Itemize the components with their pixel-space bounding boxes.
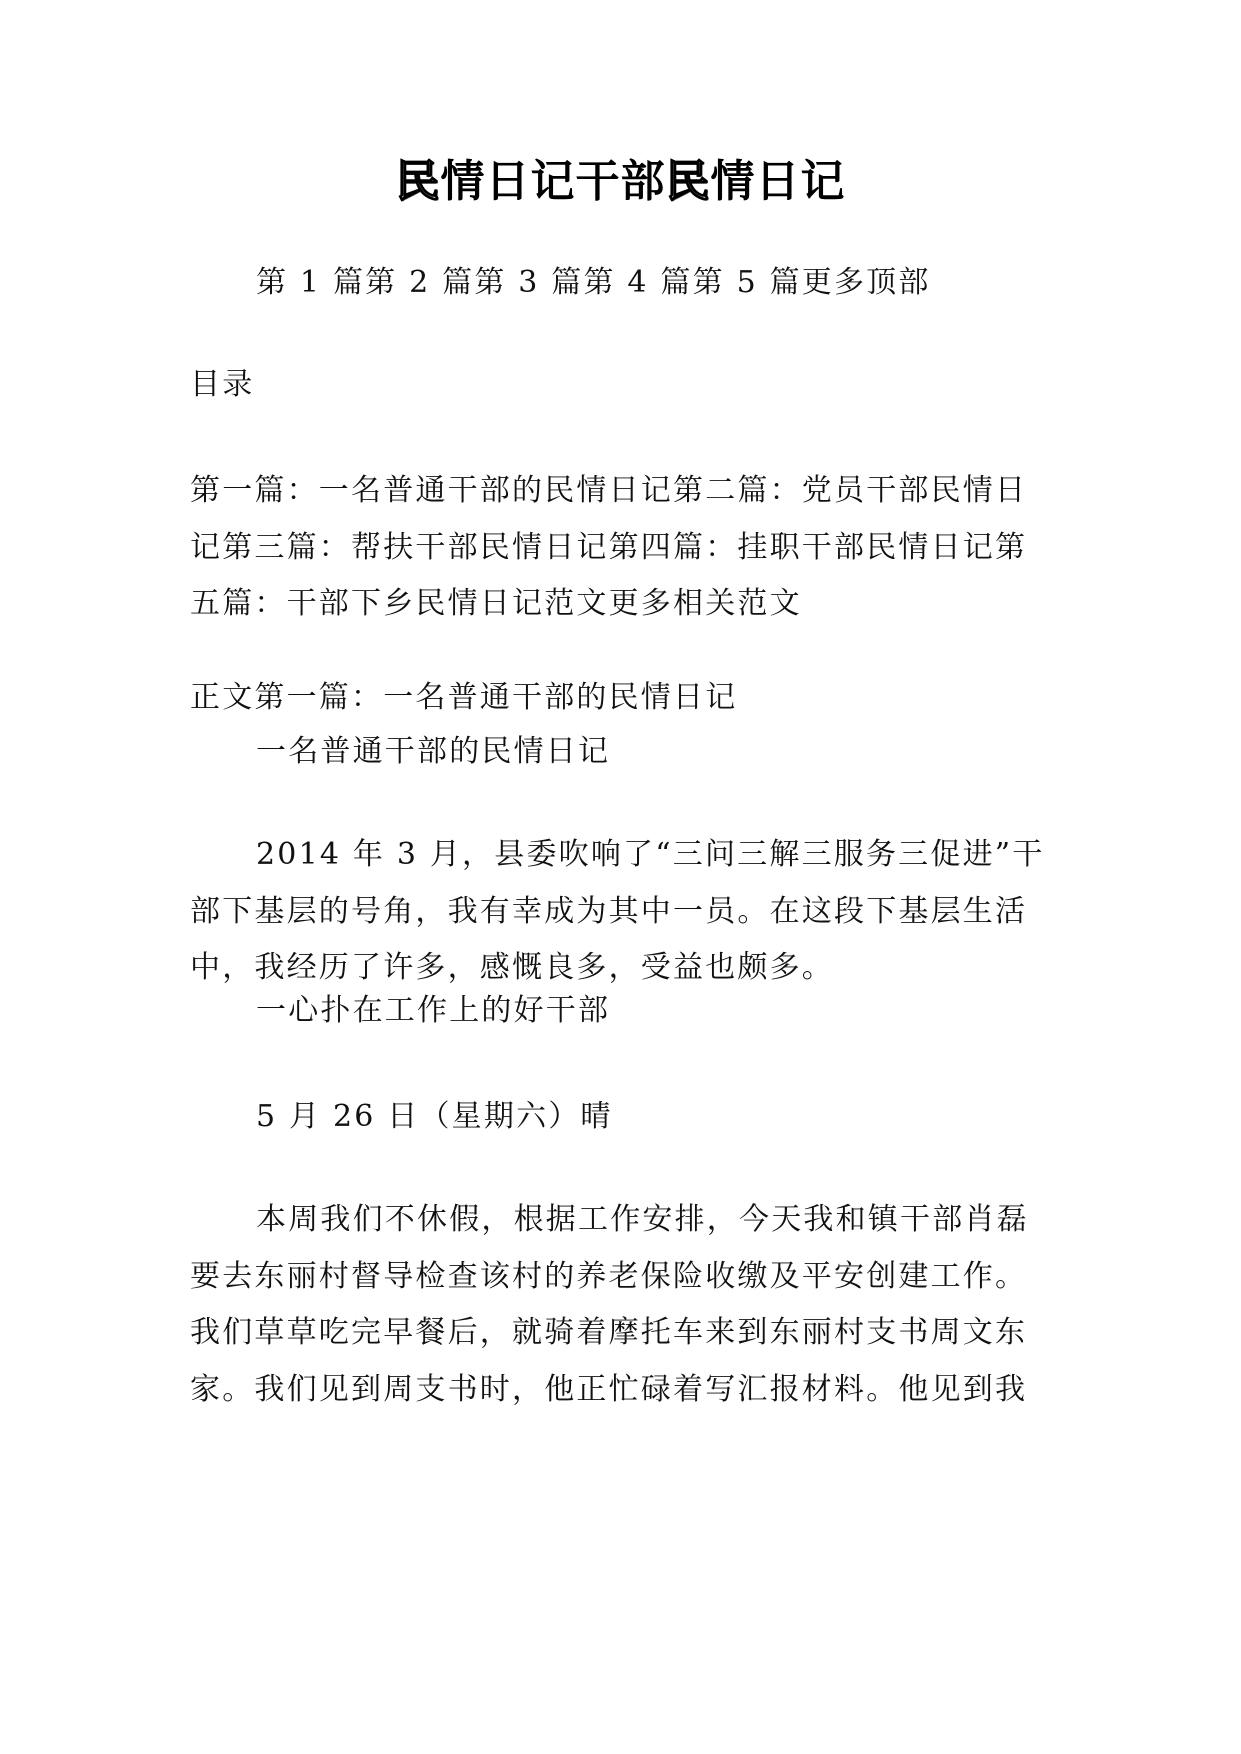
paragraph-line: 中，我经历了许多，感慨良多，受益也颇多。 <box>190 950 834 985</box>
diary-paragraph <box>190 1192 1070 1418</box>
paragraph-line: 家。我们见到周支书时，他正忙碌着写汇报材料。他见到我 <box>190 1371 1028 1407</box>
paragraph-line: 本周我们不休假，根据工作安排，今天我和镇干部肖磊 <box>256 1202 1029 1237</box>
diary-date: 5 月 26 日（星期六）晴 <box>256 1099 613 1134</box>
title-outline-char: 民 <box>665 156 711 207</box>
body-heading: 正文第一篇：一名普通干部的民情日记 <box>190 680 738 715</box>
title-text: 情日记 <box>710 156 846 207</box>
toc-line: 第一篇：一名普通干部的民情日记第二篇：党员干部民情日 <box>190 473 1028 508</box>
toc-line: 记第三篇：帮扶干部民情日记第四篇：挂职干部民情日记第 <box>190 529 1028 565</box>
article-title: 一名普通干部的民情日记 <box>256 734 611 769</box>
paragraph-line: 部下基层的号角，我有幸成为其中一员。在这段下基层生活 <box>190 893 1028 929</box>
section-title: 一心扑在工作上的好干部 <box>256 993 611 1028</box>
title-outline-char: 民 <box>395 156 441 207</box>
intro-paragraph <box>190 827 1070 997</box>
toc-line: 五篇：干部下乡民情日记范文更多相关范文 <box>190 586 802 621</box>
document-title <box>0 152 1241 212</box>
article-nav-links: 第 1 篇第 2 篇第 3 篇第 4 篇第 5 篇更多顶部 <box>256 265 931 300</box>
paragraph-line: 我们草草吃完早餐后，就骑着摩托车来到东丽村支书周文东 <box>190 1315 1028 1350</box>
paragraph-line: 要去东丽村督导检查该村的养老保险收缴及平安创建工作。 <box>190 1258 1028 1294</box>
toc-list <box>190 463 1070 633</box>
toc-heading: 目录 <box>190 367 255 402</box>
paragraph-line: 2014 年 3 月，县委吹响了“三问三解三服务三促进”干 <box>256 837 1045 872</box>
title-text: 情日记干部 <box>440 156 666 207</box>
